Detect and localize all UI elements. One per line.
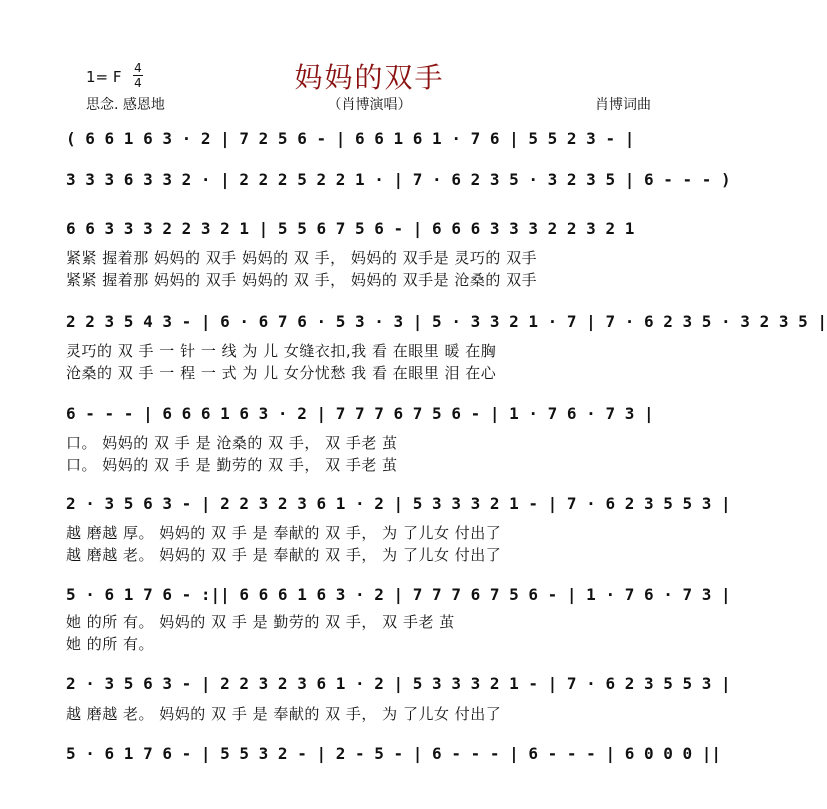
score-row-9-notes: 5 · 6 1 7 6 - | 5 5 3 2 - | 2 - 5 - | 6 - - - | 6 - - - | 6 0 0 0 ||: [66, 744, 722, 763]
time-signature: [133, 62, 143, 89]
score-row-6-lyric-1: 越 磨越 厚。 妈妈的 双 手 是 奉献的 双 手， 为 了儿女 付出了: [66, 524, 502, 542]
time-signature-top: 4: [134, 61, 142, 75]
composer-credit: 肖博词曲: [595, 97, 651, 113]
score-row-3-lyric-2: 紧紧 握着那 妈妈的 双手 妈妈的 双 手， 妈妈的 双手是 沧桑的 双手: [66, 271, 538, 289]
score-row-7-lyric-1: 她 的所 有。 妈妈的 双 手 是 勤劳的 双 手， 双 手老 茧: [66, 613, 455, 631]
score-row-7-notes: 5 · 6 1 7 6 - :|| 6 6 6 1 6 3 · 2 | 7 7 7 6 7 5 6 - | 1 · 7 6 · 7 3 |: [66, 585, 731, 604]
singer-credit: （肖博演唱）: [327, 97, 412, 113]
score-row-5-lyric-1: 口。 妈妈的 双 手 是 沧桑的 双 手， 双 手老 茧: [66, 434, 398, 452]
score-row-8-lyric-1: 越 磨越 老。 妈妈的 双 手 是 奉献的 双 手， 为 了儿女 付出了: [66, 705, 502, 723]
score-row-4-notes: 2 2 3 5 4 3 - | 6 · 6 7 6 · 5 3 · 3 | 5 · 3 3 2 1 · 7 | 7 · 6 2 3 5 · 3 2 3 5 |: [66, 312, 827, 331]
score-row-4-lyric-2: 沧桑的 双 手 一 程 一 式 为 儿 女分忧愁 我 看 在眼里 泪 在心: [66, 364, 497, 382]
score-row-6-notes: 2 · 3 5 6 3 - | 2 2 3 2 3 6 1 · 2 | 5 3 3 3 2 1 - | 7 · 6 2 3 5 5 3 |: [66, 494, 731, 513]
score-row-5-lyric-2: 口。 妈妈的 双 手 是 勤劳的 双 手， 双 手老 茧: [66, 456, 398, 474]
time-signature-bottom: 4: [134, 76, 142, 90]
score-row-8-notes: 2 · 3 5 6 3 - | 2 2 3 2 3 6 1 · 2 | 5 3 3 3 2 1 - | 7 · 6 2 3 5 5 3 |: [66, 674, 731, 693]
score-row-5-notes: 6 - - - | 6 6 6 1 6 3 · 2 | 7 7 7 6 7 5 6 - | 1 · 7 6 · 7 3 |: [66, 404, 654, 423]
score-row-1-notes: ( 6 6 1 6 3 · 2 | 7 2 5 6 - | 6 6 1 6 1 · 7 6 | 5 5 2 3 - |: [66, 129, 635, 148]
score-row-3-lyric-1: 紧紧 握着那 妈妈的 双手 妈妈的 双 手， 妈妈的 双手是 灵巧的 双手: [66, 249, 538, 267]
key-signature: 1= F: [86, 68, 122, 86]
score-row-3-notes: 6 6 3 3 3 2 2 3 2 1 | 5 5 6 7 5 6 - | 6 6 6 3 3 3 2 2 3 2 1: [66, 219, 635, 238]
score-row-6-lyric-2: 越 磨越 老。 妈妈的 双 手 是 奉献的 双 手， 为 了儿女 付出了: [66, 546, 502, 564]
score-row-4-lyric-1: 灵巧的 双 手 一 针 一 线 为 儿 女缝衣扣,我 看 在眼里 暖 在胸: [66, 342, 497, 360]
expression-marking: 思念. 感恩地: [86, 97, 165, 113]
score-row-2-notes: 3 3 3 6 3 3 2 · | 2 2 2 5 2 2 1 · | 7 · 6 2 3 5 · 3 2 3 5 | 6 - - - ): [66, 170, 731, 189]
score-row-7-lyric-2: 她 的所 有。: [66, 635, 155, 653]
song-title: 妈妈的双手: [294, 61, 445, 94]
